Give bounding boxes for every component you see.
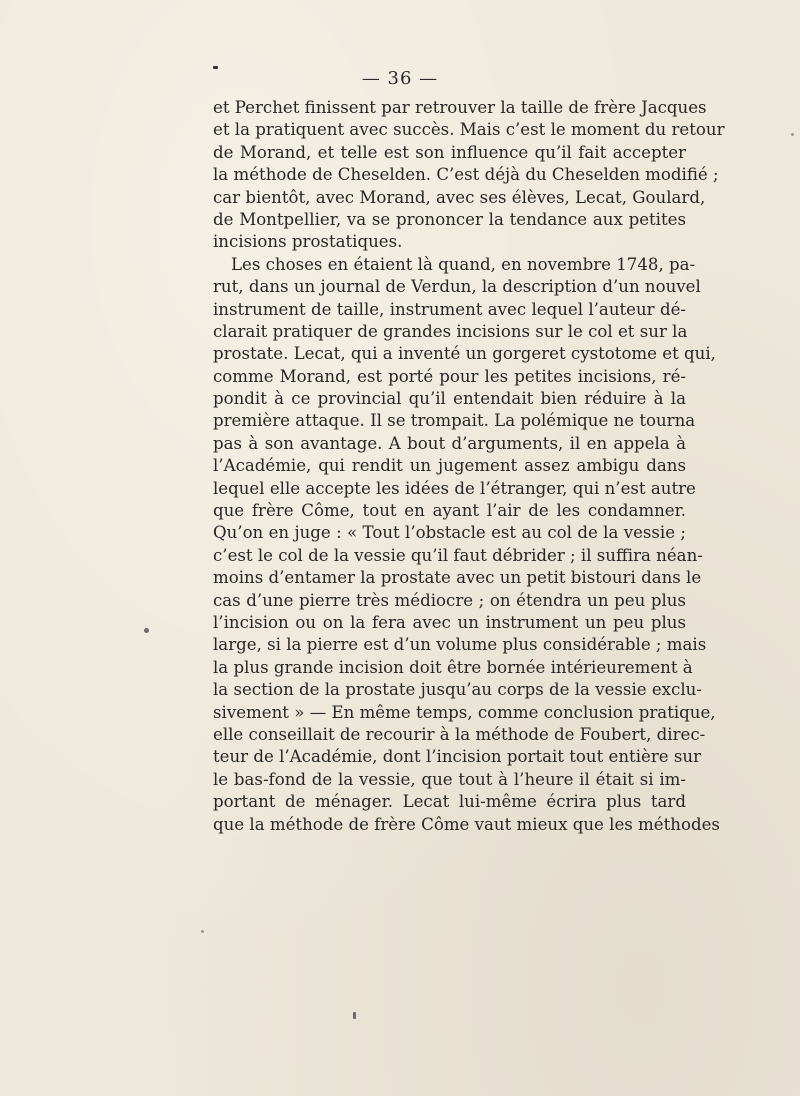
text-line: elle conseillait de recourir à la méthode de Foubert, direc- xyxy=(213,724,706,744)
text-line: l’Académie, qui rendit un jugement assez ambigu dans xyxy=(213,456,686,476)
text-line: la section de la prostate jusqu’au corps de la vessie exclu- xyxy=(213,680,702,700)
text-line: instrument de taille, instrument avec lequel l’auteur dé- xyxy=(213,299,686,319)
paper-speck xyxy=(201,930,204,933)
text-line: sivement » — En même temps, comme conclusion pratique, xyxy=(213,702,716,722)
text-line: l’incision ou on la fera avec un instrument un peu plus xyxy=(213,612,686,632)
text-line: première attaque. Il se trompait. La polémique ne tourna xyxy=(213,411,696,431)
text-line: que frère Côme, tout en ayant l’air de les condamner. xyxy=(213,501,686,521)
paper-speck xyxy=(213,66,218,69)
text-line: comme Morand, est porté pour les petites incisions, ré- xyxy=(213,366,686,386)
text-line: car bientôt, avec Morand, avec ses élèves, Lecat, Goulard, xyxy=(213,187,706,207)
text-line: Qu’on en juge : « Tout l’obstacle est au col de la vessie ; xyxy=(213,523,686,543)
text-line: pondit à ce provincial qu’il entendait bien réduire à la xyxy=(213,389,686,409)
text-line: pas à son avantage. A bout d’arguments, il en appela à xyxy=(213,433,686,453)
text-line: clarait pratiquer de grandes incisions sur le col et sur la xyxy=(213,321,688,341)
text-line: prostate. Lecat, qui a inventé un gorgeret cystotome et qui, xyxy=(213,344,716,364)
text-line: c’est le col de la vessie qu’il faut débrider ; il suffira néan- xyxy=(213,545,703,565)
text-line: cas d’une pierre très médiocre ; on étendra un peu plus xyxy=(213,590,686,610)
paper-speck xyxy=(144,628,149,633)
text-line: de Morand, et telle est son influence qu’il fait accepter xyxy=(213,142,686,162)
paragraph-start-line: Les choses en étaient là quand, en novembre 1748, pa- xyxy=(231,254,696,274)
text-line: le bas-fond de la vessie, que tout à l’heure il était si im- xyxy=(213,769,686,789)
text-line: large, si la pierre est d’un volume plus considérable ; mais xyxy=(213,635,707,655)
paper-speck xyxy=(791,133,794,136)
paper-speck xyxy=(353,1012,356,1019)
text-line: la méthode de Cheselden. C’est déjà du Cheselden modifié ; xyxy=(213,165,719,185)
body-text xyxy=(213,97,725,836)
text-line: et Perchet finissent par retrouver la taille de frère Jacques xyxy=(213,98,707,117)
text-line: et la pratiquent avec succès. Mais c’est le moment du retour xyxy=(213,120,725,140)
page-number: — 36 — xyxy=(361,68,439,89)
text-line: la plus grande incision doit être bornée intérieurement à xyxy=(213,657,693,677)
text-line: de Montpellier, va se prononcer la tendance aux petites xyxy=(213,209,686,229)
text-line: portant de ménager. Lecat lui-même écrira plus tard xyxy=(213,792,686,812)
text-line: lequel elle accepte les idées de l’étranger, qui n’est autre xyxy=(213,478,696,498)
text-line: incisions prostatiques. xyxy=(213,232,403,252)
text-line: teur de l’Académie, dont l’incision portait tout entière sur xyxy=(213,747,702,767)
text-line: moins d’entamer la prostate avec un petit bistouri dans le xyxy=(213,568,702,588)
text-line: rut, dans un journal de Verdun, la description d’un nouvel xyxy=(213,277,701,297)
text-line: que la méthode de frère Côme vaut mieux que les méthodes xyxy=(213,814,720,834)
